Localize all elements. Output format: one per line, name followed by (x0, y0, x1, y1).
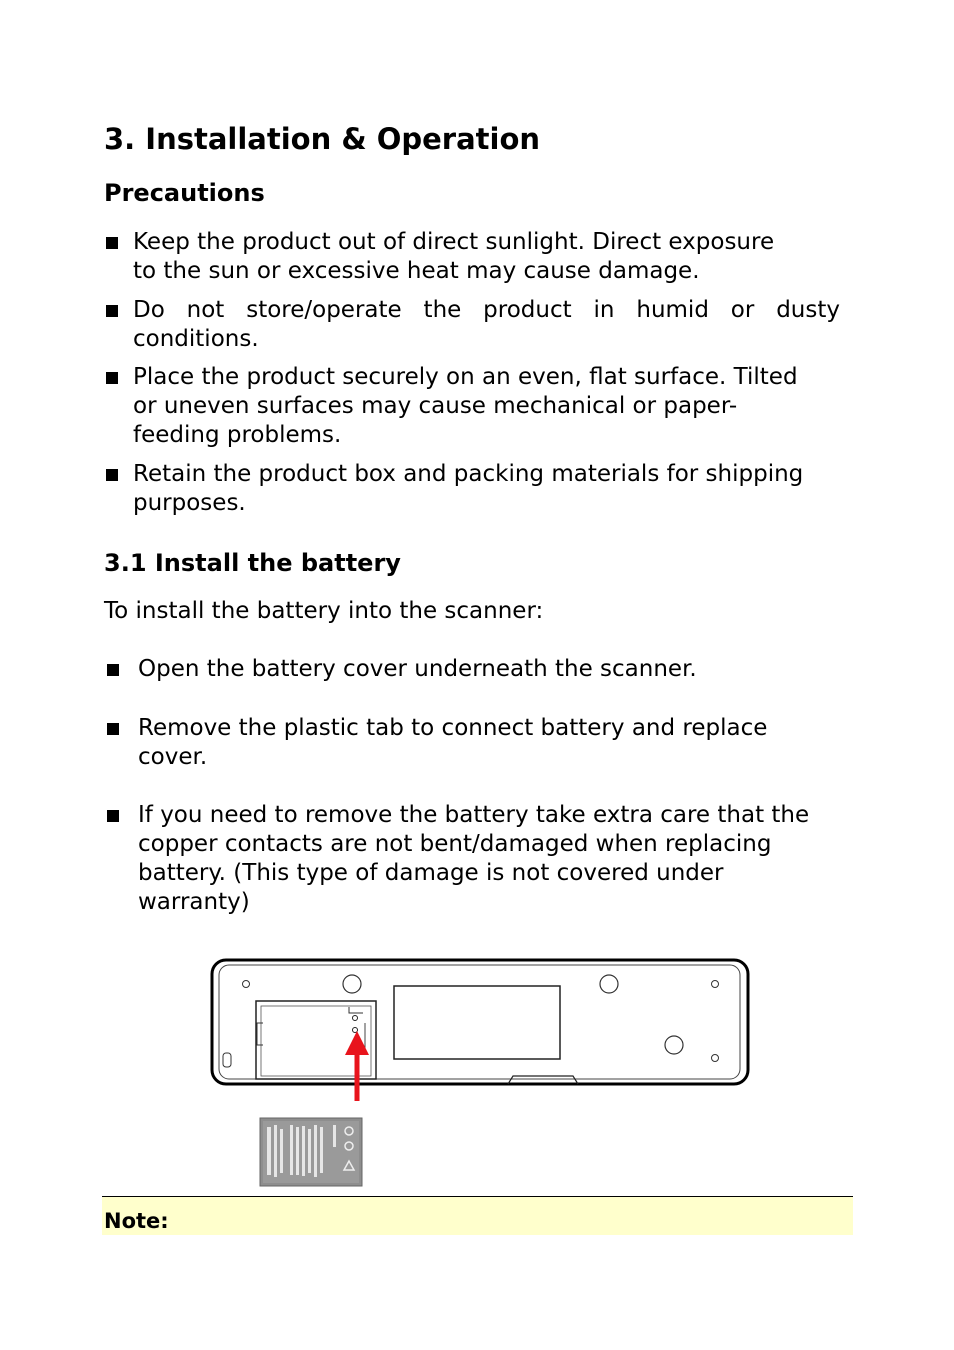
note-label: Note: (104, 1209, 169, 1233)
list-item: Retain the product box and packing materials for shipping purposes. (133, 461, 804, 516)
list-item: Remove the plastic tab to connect battery and replace cover. (138, 715, 768, 770)
list-item: Do not store/operate the product in humid or dusty conditions. (133, 297, 840, 352)
install-battery-heading: 3.1 Install the battery (104, 549, 401, 577)
note-box (102, 1196, 853, 1235)
install-intro: To install the battery into the scanner: (104, 598, 544, 624)
precautions-heading: Precautions (104, 179, 265, 207)
bullet-square-icon (107, 723, 119, 735)
bullet-square-icon (107, 810, 119, 822)
list-item: Place the product securely on an even, flat surface. Tilted or uneven surfaces may cause mechanical or paper- feeding problems. (133, 364, 798, 448)
bullet-square-icon (106, 469, 118, 481)
section-heading: 3. Installation & Operation (104, 122, 541, 156)
list-item: Keep the product out of direct sunlight. Direct exposure to the sun or excessive heat may cause damage. (133, 229, 775, 284)
list-item: If you need to remove the battery take extra care that the copper contacts are not bent/damaged when replacing battery. (This type of damage is not covered under warranty) (138, 802, 810, 915)
list-item: Open the battery cover underneath the scanner. (138, 656, 697, 682)
bullet-square-icon (107, 664, 119, 676)
battery-image (259, 1117, 363, 1187)
bullet-square-icon (106, 237, 118, 249)
bullet-square-icon (106, 305, 118, 317)
bullet-square-icon (106, 372, 118, 384)
scanner-underside-diagram (205, 953, 755, 1103)
